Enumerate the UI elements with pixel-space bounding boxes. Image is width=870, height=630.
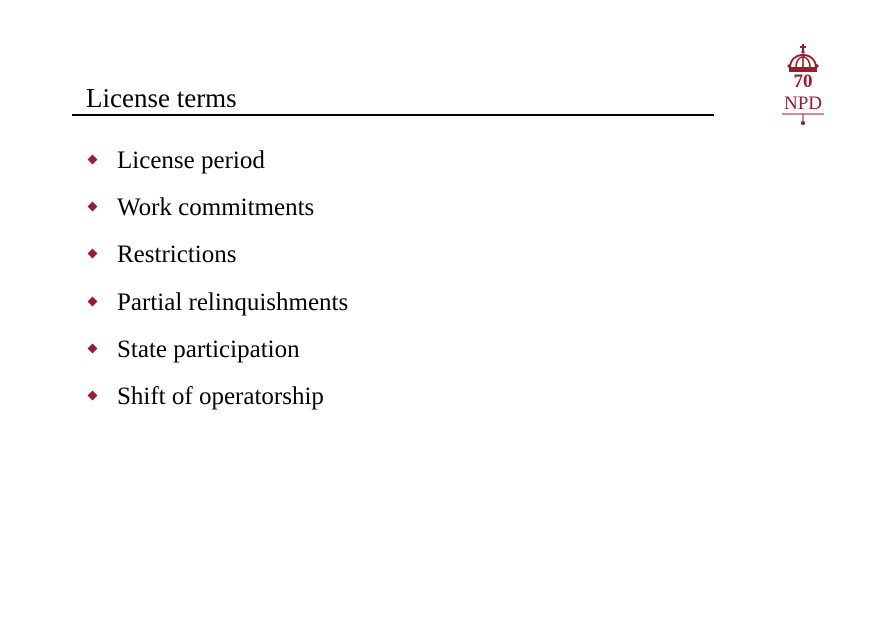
bullet-list — [86, 143, 348, 426]
diamond-bullet-icon — [86, 143, 117, 179]
logo-text: NPD — [783, 93, 823, 114]
title-underline — [72, 114, 714, 116]
list-item — [86, 332, 348, 379]
list-item — [86, 190, 348, 237]
bullet-text: Work commitments — [117, 194, 315, 222]
slide-title: License terms — [86, 83, 237, 113]
diamond-bullet-icon — [86, 237, 117, 273]
npd-logo — [776, 44, 830, 126]
list-item — [86, 379, 348, 426]
list-item — [86, 143, 348, 190]
diamond-bullet-icon — [86, 332, 117, 368]
diamond-bullet-icon — [86, 285, 117, 321]
diamond-bullet-icon — [86, 379, 117, 415]
bullet-text: Partial relinquishments — [117, 288, 349, 316]
list-item — [86, 237, 348, 284]
crown-icon — [787, 44, 818, 72]
bullet-text: License period — [117, 147, 265, 174]
svg-text:70: 70 — [793, 71, 813, 92]
bullet-text: State participation — [117, 335, 300, 363]
diamond-bullet-icon — [86, 190, 117, 226]
list-item — [86, 285, 348, 332]
bullet-text: Restrictions — [117, 241, 237, 269]
bullet-text: Shift of operatorship — [117, 382, 324, 410]
